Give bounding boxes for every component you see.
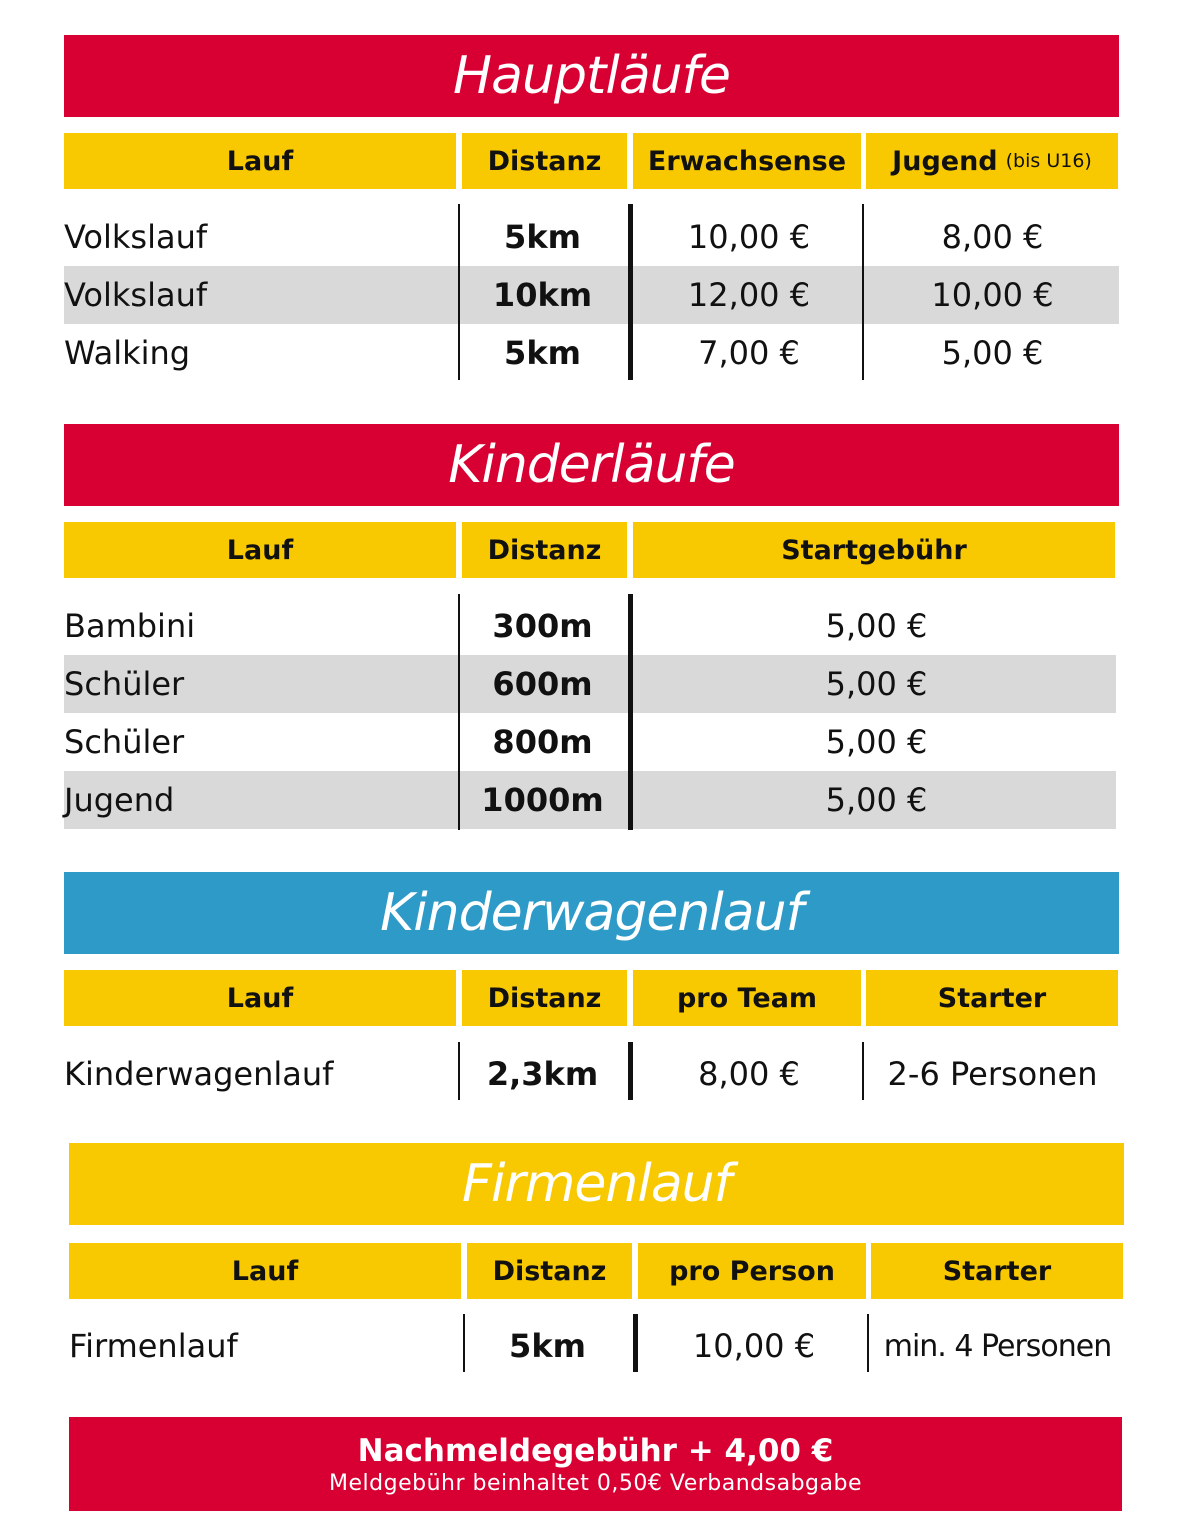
header-pro-team: pro Team bbox=[633, 970, 861, 1026]
lauf-cell: Bambini bbox=[64, 607, 196, 645]
table-row bbox=[69, 1317, 1124, 1375]
column-divider bbox=[633, 1314, 638, 1372]
header-distanz: Distanz bbox=[467, 1243, 632, 1299]
price-cell: 8,00 € bbox=[941, 218, 1044, 256]
column-divider bbox=[463, 1314, 465, 1372]
header-lauf: Lauf bbox=[69, 1243, 461, 1299]
header-starter: Starter bbox=[871, 1243, 1123, 1299]
price-cell: 5,00 € bbox=[825, 781, 928, 819]
price-cell: 5,00 € bbox=[825, 723, 928, 761]
price-cell: 10,00 € bbox=[687, 218, 811, 256]
table-row bbox=[64, 1045, 1119, 1103]
lauf-cell: Volkslauf bbox=[64, 218, 208, 256]
column-divider bbox=[628, 204, 633, 380]
header-erwachsene: Erwachsense bbox=[633, 133, 861, 189]
column-divider bbox=[458, 1042, 460, 1100]
distanz-cell: 800m bbox=[492, 723, 593, 761]
table-row bbox=[64, 324, 1119, 382]
price-cell: 5,00 € bbox=[825, 607, 928, 645]
lauf-cell: Jugend bbox=[64, 781, 175, 819]
firmenlauf-title: Firmenlauf bbox=[462, 1154, 731, 1214]
price-cell: 12,00 € bbox=[687, 276, 811, 314]
hauptlaeufe-title: Hauptläufe bbox=[453, 46, 730, 106]
table-row bbox=[64, 771, 1116, 829]
distanz-cell: 2,3km bbox=[486, 1055, 599, 1093]
lauf-cell: Schüler bbox=[64, 665, 185, 703]
column-divider bbox=[628, 594, 633, 830]
table-row bbox=[64, 713, 1119, 771]
column-divider bbox=[867, 1314, 869, 1372]
late-fee-text: Nachmeldegebühr + 4,00 € bbox=[357, 1432, 834, 1469]
distanz-cell: 1000m bbox=[481, 781, 604, 819]
hauptlaeufe-banner bbox=[64, 35, 1119, 117]
lauf-cell: Walking bbox=[64, 334, 191, 372]
kinderwagenlauf-title: Kinderwagenlauf bbox=[380, 883, 803, 943]
kinderlaeufe-banner bbox=[64, 424, 1119, 506]
header-lauf: Lauf bbox=[64, 522, 456, 578]
header-distanz: Distanz bbox=[462, 133, 627, 189]
header-distanz: Distanz bbox=[462, 522, 627, 578]
column-divider bbox=[458, 204, 460, 380]
column-divider bbox=[458, 594, 460, 830]
lauf-cell: Firmenlauf bbox=[69, 1327, 238, 1365]
header-pro-person: pro Person bbox=[638, 1243, 866, 1299]
distanz-cell: 5km bbox=[504, 334, 581, 372]
lauf-cell: Schüler bbox=[64, 723, 185, 761]
column-divider bbox=[862, 204, 864, 380]
lauf-cell: Kinderwagenlauf bbox=[64, 1055, 334, 1093]
distanz-cell: 5km bbox=[509, 1327, 586, 1365]
lauf-cell: Volkslauf bbox=[64, 276, 208, 314]
price-cell: 8,00 € bbox=[698, 1055, 800, 1093]
header-lauf: Lauf bbox=[64, 133, 456, 189]
price-cell: 10,00 € bbox=[931, 276, 1054, 314]
starter-cell: 2-6 Personen bbox=[887, 1055, 1098, 1093]
firmenlauf-banner bbox=[69, 1143, 1124, 1225]
distanz-cell: 10km bbox=[492, 276, 593, 314]
table-row bbox=[64, 266, 1119, 324]
price-cell: 7,00 € bbox=[698, 334, 800, 372]
header-startgebuehr: Startgebühr bbox=[633, 522, 1115, 578]
price-cell: 10,00 € bbox=[692, 1327, 816, 1365]
column-divider bbox=[862, 1042, 864, 1100]
header-jugend: Jugend (bis U16) bbox=[866, 133, 1118, 189]
table-row bbox=[64, 655, 1116, 713]
header-distanz: Distanz bbox=[462, 970, 627, 1026]
late-registration-banner bbox=[69, 1417, 1122, 1511]
price-cell: 5,00 € bbox=[941, 334, 1044, 372]
header-starter: Starter bbox=[866, 970, 1118, 1026]
header-lauf: Lauf bbox=[64, 970, 456, 1026]
kinderwagenlauf-banner bbox=[64, 872, 1119, 954]
fee-note-text: Meldgebühr beinhaltet 0,50€ Verbandsabgabe bbox=[329, 1470, 862, 1496]
table-row bbox=[64, 208, 1119, 266]
price-cell: 5,00 € bbox=[825, 665, 928, 703]
distanz-cell: 5km bbox=[504, 218, 581, 256]
distanz-cell: 300m bbox=[492, 607, 593, 645]
column-divider bbox=[628, 1042, 633, 1100]
distanz-cell: 600m bbox=[492, 665, 593, 703]
starter-cell: min. 4 Personen bbox=[883, 1328, 1112, 1364]
table-row bbox=[64, 597, 1119, 655]
kinderlaeufe-title: Kinderläufe bbox=[448, 435, 735, 495]
